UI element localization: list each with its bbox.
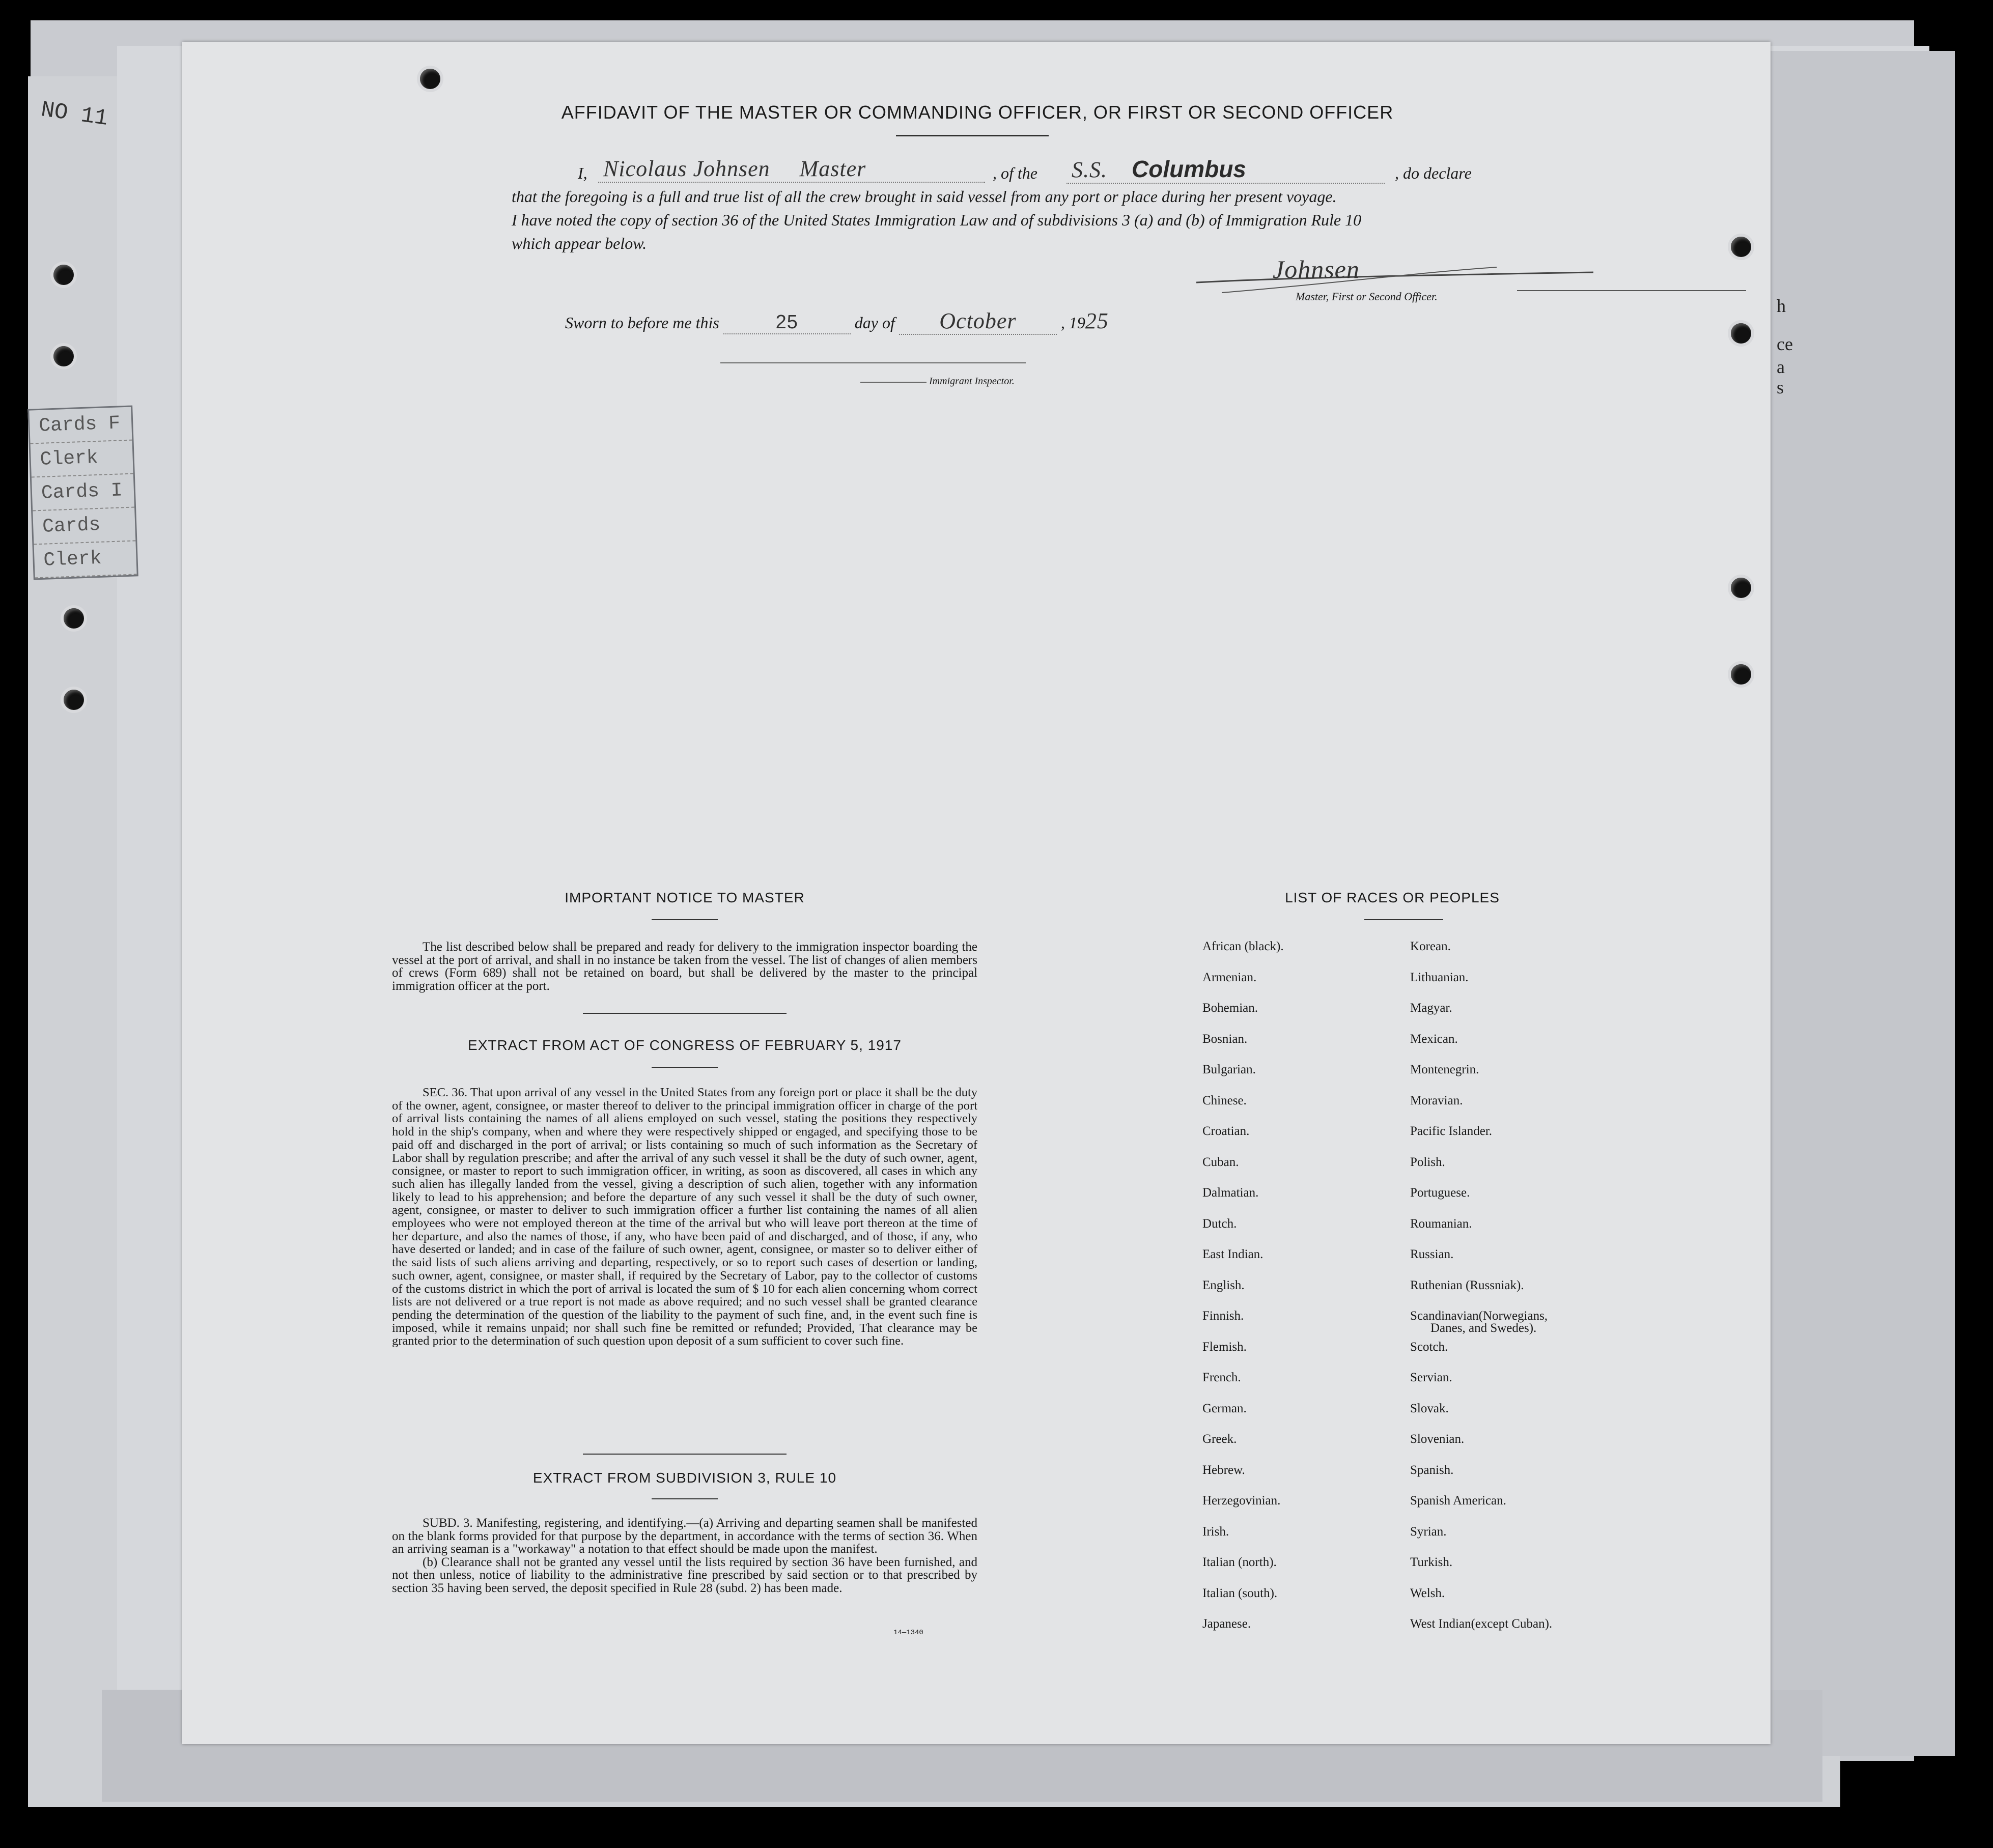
rule-heading: EXTRACT FROM SUBDIVISION 3, RULE 10 — [532, 1470, 837, 1486]
race-item: Roumanian. — [1410, 1216, 1472, 1231]
notice-text: The list described below shall be prepared and ready for delivery to the immigration inspector boarding the vessel at the port of arrival, and shall in no instance be taken from the vessel. The list of changes of alien members of crews (Form 689) shall not be retained on board, but shall be delivered by the master to the principal immigration officer at the port. — [392, 940, 977, 993]
race-item-continuation: Danes, and Swedes). — [1430, 1321, 1537, 1335]
race-item: Montenegrin. — [1410, 1063, 1479, 1076]
divider — [1364, 919, 1443, 920]
race-item: Finnish. — [1202, 1309, 1244, 1323]
punch-hole-icon — [1731, 237, 1751, 257]
declaration-line-3: I have noted the copy of section 36 of the United States Immigration Law and of subdivisions 3 (a) and (b) of Immigration Rule 10 — [512, 211, 1362, 229]
race-item: Servian. — [1410, 1371, 1452, 1384]
race-item: Herzegovinian. — [1202, 1494, 1281, 1508]
punch-hole-icon — [53, 346, 74, 366]
race-item: Slovenian. — [1410, 1432, 1465, 1446]
race-item: Flemish. — [1202, 1340, 1247, 1354]
divider — [583, 1454, 787, 1455]
race-item: Chinese. — [1202, 1093, 1247, 1107]
race-item: Italian (south). — [1202, 1586, 1278, 1600]
side-fragment: ce — [1777, 334, 1793, 354]
race-item: Cuban. — [1202, 1155, 1239, 1169]
race-item: Turkish. — [1410, 1555, 1453, 1569]
race-item: Spanish American. — [1410, 1494, 1506, 1508]
form-code: 14—1340 — [893, 1629, 923, 1637]
act-heading: EXTRACT FROM ACT OF CONGRESS OF FEBRUARY 5, 1917 — [468, 1037, 902, 1053]
punch-hole-icon — [1731, 323, 1751, 344]
divider — [583, 1013, 787, 1014]
race-item: Dutch. — [1202, 1216, 1237, 1231]
declaration-line-4: which appear below. — [512, 234, 647, 252]
declaration-line-1: I, Nicolaus Johnsen Master , of the S.S. Columbus , do declare — [512, 162, 1479, 185]
declaration-line-2: that the foregoing is a full and true list of all the crew brought in said vessel from any port or place during her present voyage. — [512, 187, 1337, 206]
punch-hole-icon — [64, 608, 84, 629]
card-line: Clerk — [34, 541, 137, 578]
race-item: Moravian. — [1410, 1093, 1463, 1107]
master-rank: Master — [799, 156, 866, 181]
rule-text: SUBD. 3. Manifesting, registering, and identifying.—(a) Arriving and departing seamen shall be manifested on the blank forms provided for that purpose by the department, in accordance with the terms of section 36. When an arriving seaman is a "workaway" a notation to that effect should be made upon the manifest. (b) Clearance shall not be granted any vessel until the lists required by section 36 have been furnished, and not then unless, notice of liability to the administrative fine prescribed by said section or to that prescribed by section 35 having been served, the deposit specified in Rule 28 (subd. 2) has been made. — [392, 1516, 977, 1595]
race-item: Ruthenian (Russniak). — [1410, 1278, 1524, 1292]
punch-hole-icon — [1731, 578, 1751, 598]
signature-caption: Master, First or Second Officer. — [1296, 290, 1438, 303]
notice-heading: IMPORTANT NOTICE TO MASTER — [565, 890, 805, 905]
inspector-rule — [720, 362, 1026, 363]
card-line: Clerk — [31, 441, 133, 478]
race-item: Spanish. — [1410, 1463, 1454, 1477]
master-name: Nicolaus Johnsen — [603, 156, 770, 181]
race-item: Scotch. — [1410, 1340, 1448, 1354]
race-item: Scandinavian(Norwegians, — [1410, 1309, 1548, 1323]
races-heading: LIST OF RACES OR PEOPLES — [1285, 890, 1500, 905]
card-line: Cards I — [32, 474, 134, 511]
sworn-year: 25 — [1085, 308, 1109, 333]
race-item: Lithuanian. — [1410, 970, 1469, 984]
race-item: English. — [1202, 1278, 1245, 1292]
card-line: Cards F — [29, 407, 132, 444]
race-item: Pacific Islander. — [1410, 1124, 1493, 1138]
vessel-prefix: S.S. — [1072, 157, 1107, 182]
punch-hole-icon — [64, 690, 84, 710]
race-item: Irish. — [1202, 1524, 1229, 1539]
race-item: Korean. — [1410, 940, 1451, 953]
divider — [652, 919, 718, 920]
race-item: West Indian(except Cuban). — [1410, 1617, 1553, 1631]
race-item: German. — [1202, 1401, 1247, 1415]
punch-hole-icon — [420, 69, 440, 89]
race-item: Polish. — [1410, 1155, 1445, 1169]
race-item: Syrian. — [1410, 1524, 1447, 1539]
race-item: Welsh. — [1410, 1586, 1445, 1600]
act-text: SEC. 36. That upon arrival of any vessel in the United States from any foreign port or place it shall be the duty of the owner, agent, consignee, or master thereof to deliver to the principal immigration officer in charge of the port of arrival lists containing the names of all aliens employed on such vessel, stating the positions they respectively hold in the ship's company, when and where they were respectively shipped or engaged, and specifying those to be paid off and discharged in the port of arrival; or lists containing so much of such information as the Secretary of Labor shall by regulation prescribe; and after the arrival of any such vessel it shall be the duty of such owner, agent, consignee, or master to report to such immigration officer, in writing, as soon as discovered, all cases in which any such alien has illegally landed from the vessel, giving a description of such alien, together with any information likely to lead to his apprehension; and before the departure of any such vessel it shall be the duty of such owner, agent, consignee, or master to deliver to such immigration officer a further list containing the names of all alien employees who were not employed thereon at the time of the arrival but who will leave port thereon at the time of her departure, and also the names of those, if any, who have been paid of and discharged, and of those, if any, who have deserted or landed; and in case of the failure of such owner, agent, consignee, or master so to deliver either of the said lists of such aliens arriving and departing, respectively, or so to report such cases of desertion or landing, such owner, agent, consignee, or master shall, if required by the Secretary of Labor, pay to the collector of customs of the customs district in which the port of arrival is located the sum of $ 10 for each alien concerning whom correct lists are not delivered or a true report is not made as above required; and no such vessel shall be granted clearance pending the determination of the question of the liability to the payment of such fine, and, in the event such fine is imposed, while it remains unpaid; nor shall such fine be remitted or refunded; Provided, That clearance may be granted prior to the determination of such question upon deposit of a sum sufficient to cover such fine. — [392, 1086, 977, 1348]
race-item: Magyar. — [1410, 1001, 1452, 1015]
vessel-name: Columbus — [1132, 156, 1246, 182]
race-item: Slovak. — [1410, 1401, 1449, 1415]
sworn-line: Sworn to before me this 25 day of October , 1925 — [565, 308, 1109, 335]
race-item: African (black). — [1202, 940, 1284, 953]
side-fragment: s — [1777, 377, 1784, 397]
race-item: Greek. — [1202, 1432, 1237, 1446]
race-item: Portuguese. — [1410, 1186, 1470, 1200]
declaration — [512, 156, 1479, 255]
race-item: East Indian. — [1202, 1247, 1264, 1261]
affidavit-title: AFFIDAVIT OF THE MASTER OR COMMANDING OFFICER, OR FIRST OR SECOND OFFICER — [561, 102, 1394, 123]
race-item: French. — [1202, 1371, 1241, 1384]
background-paper-right — [1741, 51, 1955, 1756]
race-item: Italian (north). — [1202, 1555, 1277, 1569]
divider — [652, 1067, 718, 1068]
race-item: Hebrew. — [1202, 1463, 1245, 1477]
sworn-day: 25 — [775, 311, 798, 333]
race-item: Dalmatian. — [1202, 1186, 1259, 1200]
punch-hole-icon — [1731, 664, 1751, 685]
race-item: Bulgarian. — [1202, 1063, 1256, 1076]
punch-hole-icon — [53, 265, 74, 285]
file-number: NO 11 — [39, 97, 109, 132]
edge-card-stamp — [27, 406, 138, 580]
race-item: Russian. — [1410, 1247, 1454, 1261]
race-item: Croatian. — [1202, 1124, 1250, 1138]
race-item: Armenian. — [1202, 970, 1257, 984]
inspector-rule — [860, 382, 927, 383]
inspector-caption: Immigrant Inspector. — [929, 376, 1015, 387]
sworn-month: October — [939, 308, 1017, 333]
divider — [896, 135, 1049, 136]
race-item: Japanese. — [1202, 1617, 1251, 1631]
signature-text: Johnsen — [1273, 255, 1360, 283]
race-item: Bohemian. — [1202, 1001, 1258, 1015]
side-fragment: h — [1777, 296, 1786, 316]
card-line: Cards — [33, 507, 135, 545]
side-fragment: a — [1777, 357, 1785, 377]
divider — [652, 1498, 718, 1499]
race-item: Bosnian. — [1202, 1032, 1248, 1046]
race-item: Mexican. — [1410, 1032, 1458, 1046]
